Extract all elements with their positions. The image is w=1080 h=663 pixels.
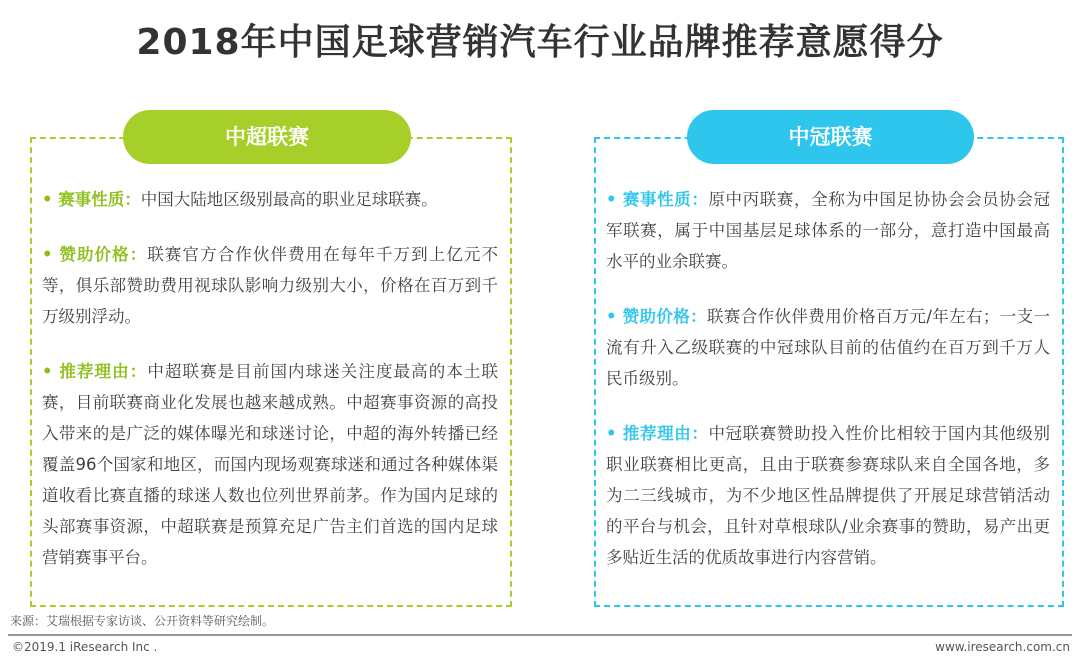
info-item xyxy=(606,418,1050,573)
page-title: 2018年中国足球营销汽车行业品牌推荐意愿得分 xyxy=(136,22,944,63)
item-text: 中国大陆地区级别最高的职业足球联赛。 xyxy=(140,190,438,209)
info-item xyxy=(42,356,498,573)
source-note: 来源：艾瑞根据专家访谈、公开资料等研究绘制。 xyxy=(10,614,275,628)
panel-csl xyxy=(30,137,512,607)
info-item xyxy=(606,301,1050,394)
website-link[interactable]: www.iresearch.com.cn xyxy=(935,640,1070,654)
item-text: 中超联赛是目前国内球迷关注度最高的本土联赛，目前联赛商业化发展也越来越成熟。中超赛事资源的高投入带来的是广泛的媒体曝光和球迷讨论，中超的海外转播已经覆盖96个国家和地区，而国内现场观赛球迷和通过各种媒体渠道收看比赛直播的球迷人数也位列世界前茅。作为国内足球的头部赛事资源，中超联赛是预算充足广告主们首选的国内足球营销赛事平台。 xyxy=(42,362,499,567)
info-item xyxy=(42,184,498,215)
item-key: • 赞助价格： xyxy=(42,245,148,264)
panel-cal xyxy=(594,137,1064,607)
league-label-cal: 中冠联赛 xyxy=(687,110,974,164)
league-label-csl: 中超联赛 xyxy=(123,110,411,164)
item-key: • 推荐理由： xyxy=(606,424,709,443)
footer-divider xyxy=(8,634,1072,636)
copyright: ©2019.1 iResearch Inc . xyxy=(12,640,158,654)
item-text: 联赛合作伙伴费用价格百万元/年左右；一支一流有升入乙级联赛的中冠球队目前的估值约在百万到千万人民币级别。 xyxy=(606,307,1050,388)
item-text: 中冠联赛赞助投入性价比相较于国内其他级别职业联赛相比更高，且由于联赛参赛球队来自全国各地，多为二三线城市，为不少地区性品牌提供了开展足球营销活动的平台与机会，且针对草根球队/业余赛事的赞助，易产出更多贴近生活的优质故事进行内容营销。 xyxy=(606,424,1051,567)
item-key: • 赛事性质： xyxy=(42,190,141,209)
item-key: • 赛事性质： xyxy=(606,190,709,209)
item-text: 联赛官方合作伙伴费用在每年千万到上亿元不等，俱乐部赞助费用视球队影响力级别大小，价格在百万到千万级别浮动。 xyxy=(42,245,499,326)
item-text: 原中丙联赛，全称为中国足协协会会员协会冠军联赛，属于中国基层足球体系的一部分，意打造中国最高水平的业余联赛。 xyxy=(606,190,1051,271)
item-key: • 推荐理由： xyxy=(42,362,148,381)
info-item xyxy=(42,239,498,332)
info-item xyxy=(606,184,1050,277)
item-key: • 赞助价格： xyxy=(606,307,708,326)
